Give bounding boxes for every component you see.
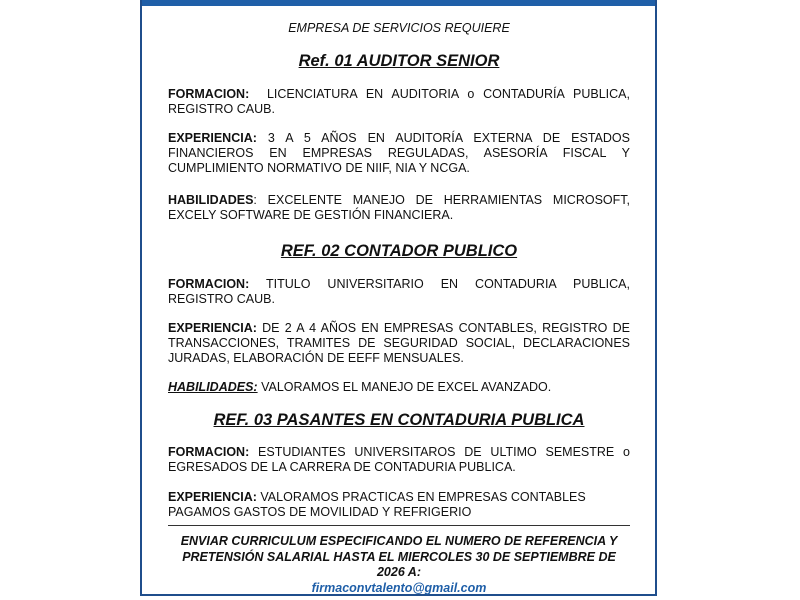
ref1-habilidades-text: : EXCELENTE MANEJO DE HERRAMIENTAS MICROSOFT, EXCELY SOFTWARE DE GESTIÓN FINANCIERA. [168,193,630,222]
ref2-formacion [168,277,630,307]
divider-rule [168,525,630,526]
ref1-habilidades [168,193,630,223]
ref3-experiencia [168,490,630,520]
ref3-formacion-label: FORMACION: [168,445,250,459]
ref1-experiencia [168,131,630,176]
ref2-experiencia-text: DE 2 A 4 AÑOS EN EMPRESAS CONTABLES, REGISTRO DE TRANSACCIONES, TRAMITES DE SEGURIDAD SOCIAL, DECLARACIONES JURADAS, ELABORACIÓN DE EEFF MENSUALES. [168,321,630,365]
application-instructions [168,534,630,596]
ref3-experiencia-text: VALORAMOS PRACTICAS EN EMPRESAS CONTABLES PAGAMOS GASTOS DE MOVILIDAD Y REFRIGERIO [168,490,586,519]
ref2-title: REF. 02 CONTADOR PUBLICO [280,242,518,260]
ref1-experiencia-label: EXPERIENCIA: [168,131,257,145]
ref2-formacion-label: FORMACION: [168,277,250,291]
ref3-title: REF. 03 PASANTES EN CONTADURIA PUBLICA [213,411,585,429]
company-heading: EMPRESA DE SERVICIOS REQUIERE [288,21,510,35]
ref1-habilidades-label: HABILIDADES [168,193,254,207]
ref1-formacion-label: FORMACION: [168,87,250,101]
ref3-formacion [168,445,630,475]
ref1-experiencia-text: 3 A 5 AÑOS EN AUDITORÍA EXTERNA DE ESTADOS FINANCIEROS EN EMPRESAS REGULADAS, ASESORÍA FISCAL Y CUMPLIMIENTO NORMATIVO DE NIIF, NIA Y NCGA. [168,131,630,175]
ref1-formacion [168,87,630,117]
ref3-experiencia-label: EXPERIENCIA: [168,490,257,504]
contact-email[interactable]: firmaconvtalento@gmail.com [311,580,487,595]
ref2-formacion-text: TITULO UNIVERSITARIO EN CONTADURIA PUBLICA, REGISTRO CAUB. [168,277,630,306]
ref2-habilidades-text: VALORAMOS EL MANEJO DE EXCEL AVANZADO. [261,380,552,394]
ref1-formacion-text: LICENCIATURA EN AUDITORIA o CONTADURÍA PUBLICA, REGISTRO CAUB. [168,87,630,116]
ref2-experiencia [168,321,630,366]
instructions-line-2: PRETENSIÓN SALARIAL HASTA EL MIERCOLES 30 DE SEPTIEMBRE DE 2026 A: [182,549,616,579]
instructions-line-1: ENVIAR CURRICULUM ESPECIFICANDO EL NUMERO DE REFERENCIA Y [180,534,618,548]
ref3-formacion-text: ESTUDIANTES UNIVERSITAROS DE ULTIMO SEMESTRE o EGRESADOS DE LA CARRERA DE CONTADURIA PUBLICA. [168,445,630,474]
ref2-habilidades [168,380,630,395]
ref1-title: Ref. 01 AUDITOR SENIOR [298,52,500,70]
ref2-experiencia-label: EXPERIENCIA: [168,321,257,335]
ref2-habilidades-label: HABILIDADES: [168,380,258,394]
